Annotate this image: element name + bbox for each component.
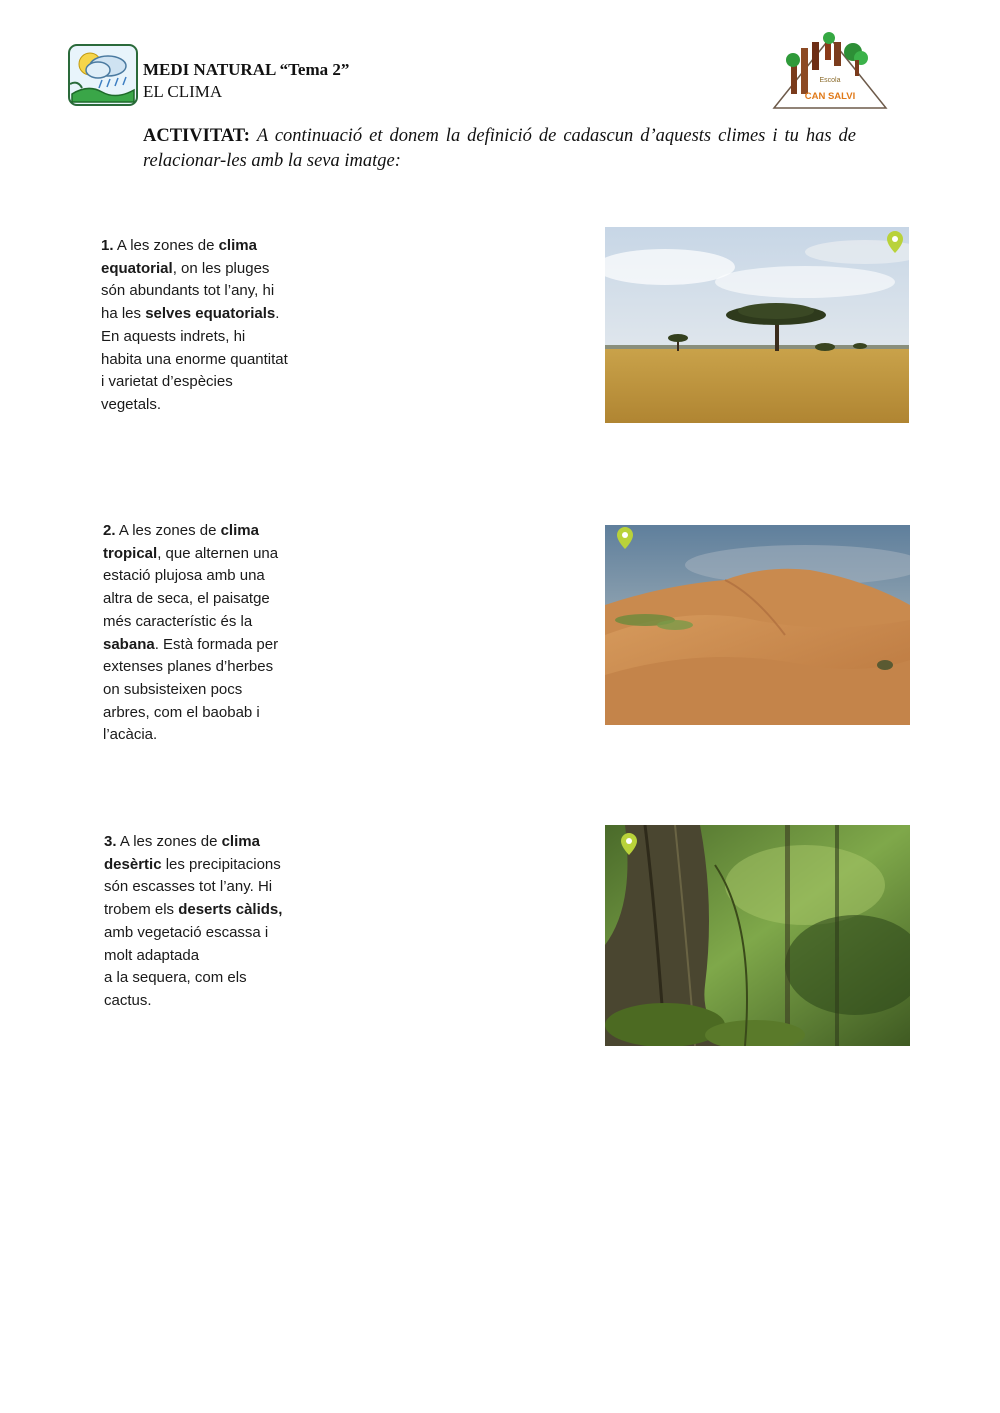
school-logo-label: Escola [819, 77, 841, 84]
definition-text: habita una enorme quantitat [101, 350, 288, 368]
bold-term: clima [220, 522, 259, 539]
definition-text: A les zones de [116, 833, 222, 850]
definition-text: les precipitacions [161, 855, 281, 873]
activity-label: ACTIVITAT: [143, 126, 250, 146]
climate-definition-3 [104, 831, 319, 1013]
definition-line [103, 611, 318, 634]
definition-text: vegetals. [101, 395, 162, 413]
bold-term: tropical [103, 544, 158, 562]
definition-line [101, 280, 316, 303]
bold-term: clima [221, 833, 260, 850]
definition-line [103, 588, 318, 611]
desert-photo [605, 525, 910, 725]
definition-line [101, 235, 316, 258]
bold-term: desèrtic [104, 855, 162, 873]
definition-text: A les zones de [115, 522, 221, 539]
climate-definition-2 [103, 520, 318, 747]
definition-line [103, 656, 318, 679]
definition-line [104, 990, 319, 1013]
definition-line [103, 634, 318, 657]
bold-term: equatorial [101, 259, 173, 277]
definition-line [103, 565, 318, 588]
definition-line [104, 876, 319, 899]
definition-line [103, 543, 318, 566]
definition-line [101, 326, 316, 349]
bold-term: sabana [103, 635, 155, 653]
definition-line [101, 258, 316, 281]
definition-line [101, 303, 316, 326]
definition-text: cactus. [104, 991, 152, 1009]
bold-term: selves equatorials [145, 305, 276, 323]
definition-line [104, 854, 319, 877]
definition-line [103, 679, 318, 702]
definition-text: més característic és la [103, 612, 253, 630]
definition-text: són abundants tot l’any, hi [101, 282, 275, 300]
definition-text: amb vegetació escassa i [104, 923, 269, 941]
weather-logo-icon [68, 44, 138, 106]
definition-text: a la sequera, com els [104, 969, 247, 987]
definition-text: molt adaptada [104, 946, 200, 964]
definition-text: . Està formada per [154, 635, 279, 653]
definition-text: A les zones de [113, 237, 219, 254]
definition-text: trobem els [104, 901, 179, 919]
activity-instruction [143, 124, 856, 174]
definition-text: i varietat d’espècies [101, 373, 233, 391]
definition-line [104, 899, 319, 922]
definition-text: altra de seca, el paisatge [103, 590, 270, 608]
definition-line [104, 922, 319, 945]
definition-line [101, 371, 316, 394]
school-logo-name: CAN SALVI [804, 91, 856, 102]
definition-text: on subsisteixen pocs [103, 680, 243, 698]
definition-line [103, 520, 318, 543]
definition-text: , on les pluges [172, 259, 270, 277]
bold-term: 3. [104, 833, 117, 850]
definition-text: En aquests indrets, hi [101, 327, 246, 345]
definition-line [104, 967, 319, 990]
bold-term: 1. [101, 237, 114, 254]
climate-definition-1 [101, 235, 316, 417]
definition-line [103, 702, 318, 725]
definition-line [103, 724, 318, 747]
definition-line [101, 394, 316, 417]
definition-text: l’acàcia. [103, 726, 158, 744]
page-title: MEDI NATURAL “Tema 2” [143, 60, 350, 79]
definition-line [104, 831, 319, 854]
savanna-photo [605, 227, 909, 423]
jungle-photo [605, 825, 910, 1046]
bold-term: deserts càlids, [178, 901, 283, 919]
definition-line [104, 945, 319, 968]
definition-text: . [275, 305, 280, 323]
school-logo [771, 30, 889, 110]
bold-term: 2. [103, 522, 116, 539]
definition-text: són escasses tot l’any. Hi [104, 878, 273, 896]
page-subtitle: EL CLIMA [143, 82, 223, 101]
definition-text: extenses planes d’herbes [103, 658, 274, 676]
bold-term: clima [218, 237, 257, 254]
definition-line [101, 349, 316, 372]
definition-text: estació plujosa amb una [103, 567, 265, 585]
definition-text: arbres, com el baobab i [103, 703, 260, 721]
definition-text: , que alternen una [157, 544, 279, 562]
activity-text: A continuació et donem la definició de cadascun d’aquests climes i tu has de relacionar-les amb la seva imatge: [143, 126, 856, 171]
definition-text: ha les [101, 305, 146, 323]
